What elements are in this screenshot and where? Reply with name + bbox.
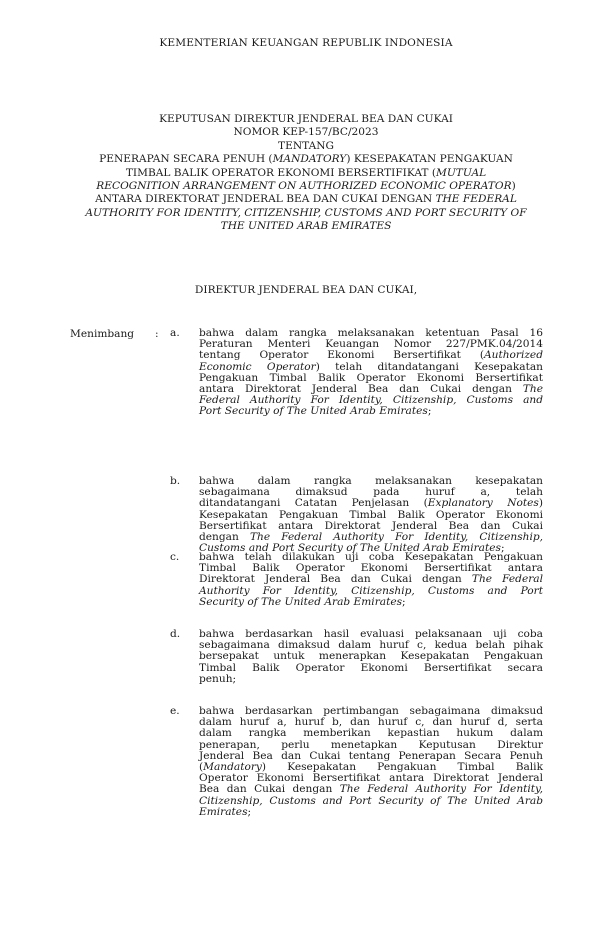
title-text: ANTARA DIREKTORAT JENDERAL BEA DAN CUKAI DENGAN [95, 193, 436, 206]
text-segment: ; [500, 542, 505, 555]
title-line: AUTHORITY FOR IDENTITY, CITIZENSHIP, CUSTOMS AND PORT SECURITY OF [85, 206, 527, 219]
decree-number: NOMOR KEP-157/BC/2023 [233, 126, 379, 139]
text-segment: ditandatangani Catatan Penjelasan ( [199, 497, 428, 510]
title-text-italic: MANDATORY [272, 153, 347, 166]
text-segment-italic: Federal Authority For Identity, Citizenship, Customs and [199, 394, 543, 407]
text-line [199, 663, 543, 674]
text-segment: Peraturan Menteri Keuangan Nomor 227/PMK.04/2014 [199, 338, 543, 351]
text-segment: Direktorat Jenderal Bea dan Cukai dengan [199, 573, 472, 586]
title-text: PENERAPAN SECARA PENUH ( [99, 153, 273, 166]
text-line [199, 597, 543, 608]
text-segment: Timbal Balik Operator Ekonomi Bersertifikat secara [199, 661, 543, 674]
title-line: THE UNITED ARAB EMIRATES [220, 220, 392, 233]
considering-colon: : [155, 328, 159, 340]
item-letter: b. [170, 475, 181, 487]
text-segment-italic: Explanatory Notes [427, 497, 539, 510]
item-text [199, 706, 543, 818]
text-segment: dengan [199, 530, 250, 543]
text-segment: Operator Ekonomi Bersertifikat antara Direktorat Jenderal [199, 772, 543, 785]
considering-label: Menimbang [70, 328, 135, 340]
text-segment-italic: Citizenship, Customs and Port Security of The United Arab [199, 794, 543, 807]
text-segment: dalam rangka memberikan kepastian hukum dalam [199, 727, 543, 740]
item-letter: a. [170, 327, 180, 339]
text-segment: ; [402, 595, 406, 608]
text-segment: dalam huruf a, huruf b, dan huruf c, dan huruf d, serta [199, 716, 543, 729]
text-segment-italic: Authorized [483, 349, 543, 362]
text-segment-italic: The Federal Authority For Identity, Citizenship, [249, 530, 543, 543]
title-text-italic: RECOGNITION ARRANGEMENT ON AUTHORIZED ECONOMIC OPERATOR [96, 180, 512, 193]
item-text [199, 328, 543, 418]
title-text-italic: MUTUAL [436, 166, 487, 179]
item-letter: e. [170, 705, 180, 717]
title-text: ) [511, 180, 516, 193]
text-segment-italic: The [522, 382, 543, 395]
title-line: TENTANG [278, 139, 334, 152]
text-segment: bahwa telah dilakukan uji coba Kesepakatan Pengakuan [199, 551, 543, 563]
text-segment: tentang Operator Ekonomi Bersertifikat ( [199, 349, 484, 362]
text-segment: Kesepakatan Pengakuan Timbal Balik Operator Ekonomi [199, 508, 543, 521]
text-segment: sebagaimana dimaksud pada huruf a, telah [199, 486, 543, 499]
item-letter: c. [170, 551, 180, 563]
title-text: TIMBAL BALIK OPERATOR EKONOMI BERSERTIFIKAT ( [125, 166, 436, 179]
text-segment: Bea dan Cukai dengan [199, 783, 340, 796]
text-segment-italic: Authority For Identity, Citizenship, Customs and Port [199, 584, 543, 597]
text-segment: ) [538, 497, 543, 510]
title-line [70, 167, 542, 180]
text-segment: Bersertifikat antara Direktorat Jenderal Bea dan Cukai [199, 519, 543, 532]
text-segment-italic: Mandatory [203, 760, 262, 773]
title-line [70, 193, 542, 206]
item-text [199, 629, 543, 685]
text-segment: ) Kesepakatan Pengakuan Timbal Balik [261, 760, 543, 773]
text-segment: bahwa dalam rangka melaksanakan kesepakatan [199, 475, 543, 487]
text-segment: ; [427, 405, 432, 418]
text-segment-italic: Security of The United Arab Emirates [199, 595, 403, 608]
item-text [199, 476, 543, 554]
title-line [70, 153, 542, 166]
text-line [199, 807, 543, 818]
director-heading: DIREKTUR JENDERAL BEA DAN CUKAI, [194, 284, 418, 296]
decree-title [70, 113, 542, 234]
title-line: KEPUTUSAN DIREKTUR JENDERAL BEA DAN CUKAI [159, 113, 453, 125]
text-segment: bersepakat untuk menerapkan Kesepakatan Pengakuan [199, 650, 543, 663]
text-segment: bahwa berdasarkan pertimbangan sebagaimana dimaksud [199, 705, 543, 717]
text-segment: bahwa dalam rangka melaksanakan ketentuan Pasal 16 [199, 327, 543, 339]
text-line [199, 674, 543, 685]
text-segment-italic: Economic Operator [199, 360, 316, 373]
text-segment: sebagaimana dimaksud dalam huruf c, kedua belah pihak [199, 639, 543, 652]
text-segment: antara Direktorat Jenderal Bea dan Cukai dengan [199, 382, 523, 395]
text-segment-italic: Port Security of The United Arab Emirates [199, 405, 428, 418]
text-segment-italic: Customs and Port Security of The United Arab Emirates [199, 542, 501, 555]
text-segment: bahwa berdasarkan hasil evaluasi pelaksanaan uji coba [199, 628, 543, 640]
text-segment: Pengakuan Timbal Balik Operator Ekonomi Bersertifikat [199, 371, 543, 384]
text-segment: Jenderal Bea dan Cukai tentang Penerapan Secara Penuh [199, 749, 543, 762]
text-segment: penuh; [199, 672, 237, 685]
text-segment-italic: The Federal Authority For Identity, [339, 783, 543, 796]
text-segment: Timbal Balik Operator Ekonomi Bersertifikat antara [199, 562, 543, 575]
title-text: ) KESEPAKATAN PENGAKUAN [346, 153, 513, 166]
title-text-italic: THE FEDERAL [435, 193, 517, 206]
text-segment-italic: Emirates [199, 805, 248, 818]
ministry-header: KEMENTERIAN KEUANGAN REPUBLIK INDONESIA [159, 37, 453, 49]
text-line [199, 406, 543, 417]
text-segment: ; [247, 805, 252, 818]
item-text [199, 552, 543, 608]
text-segment: ) telah ditandatangani Kesepakatan [315, 360, 544, 373]
title-line [70, 180, 542, 193]
text-segment-italic: The Federal [471, 573, 544, 586]
text-segment: penerapan, perlu menetapkan Keputusan Direktur [199, 738, 543, 751]
item-letter: d. [170, 628, 181, 640]
text-segment: ( [199, 760, 204, 773]
